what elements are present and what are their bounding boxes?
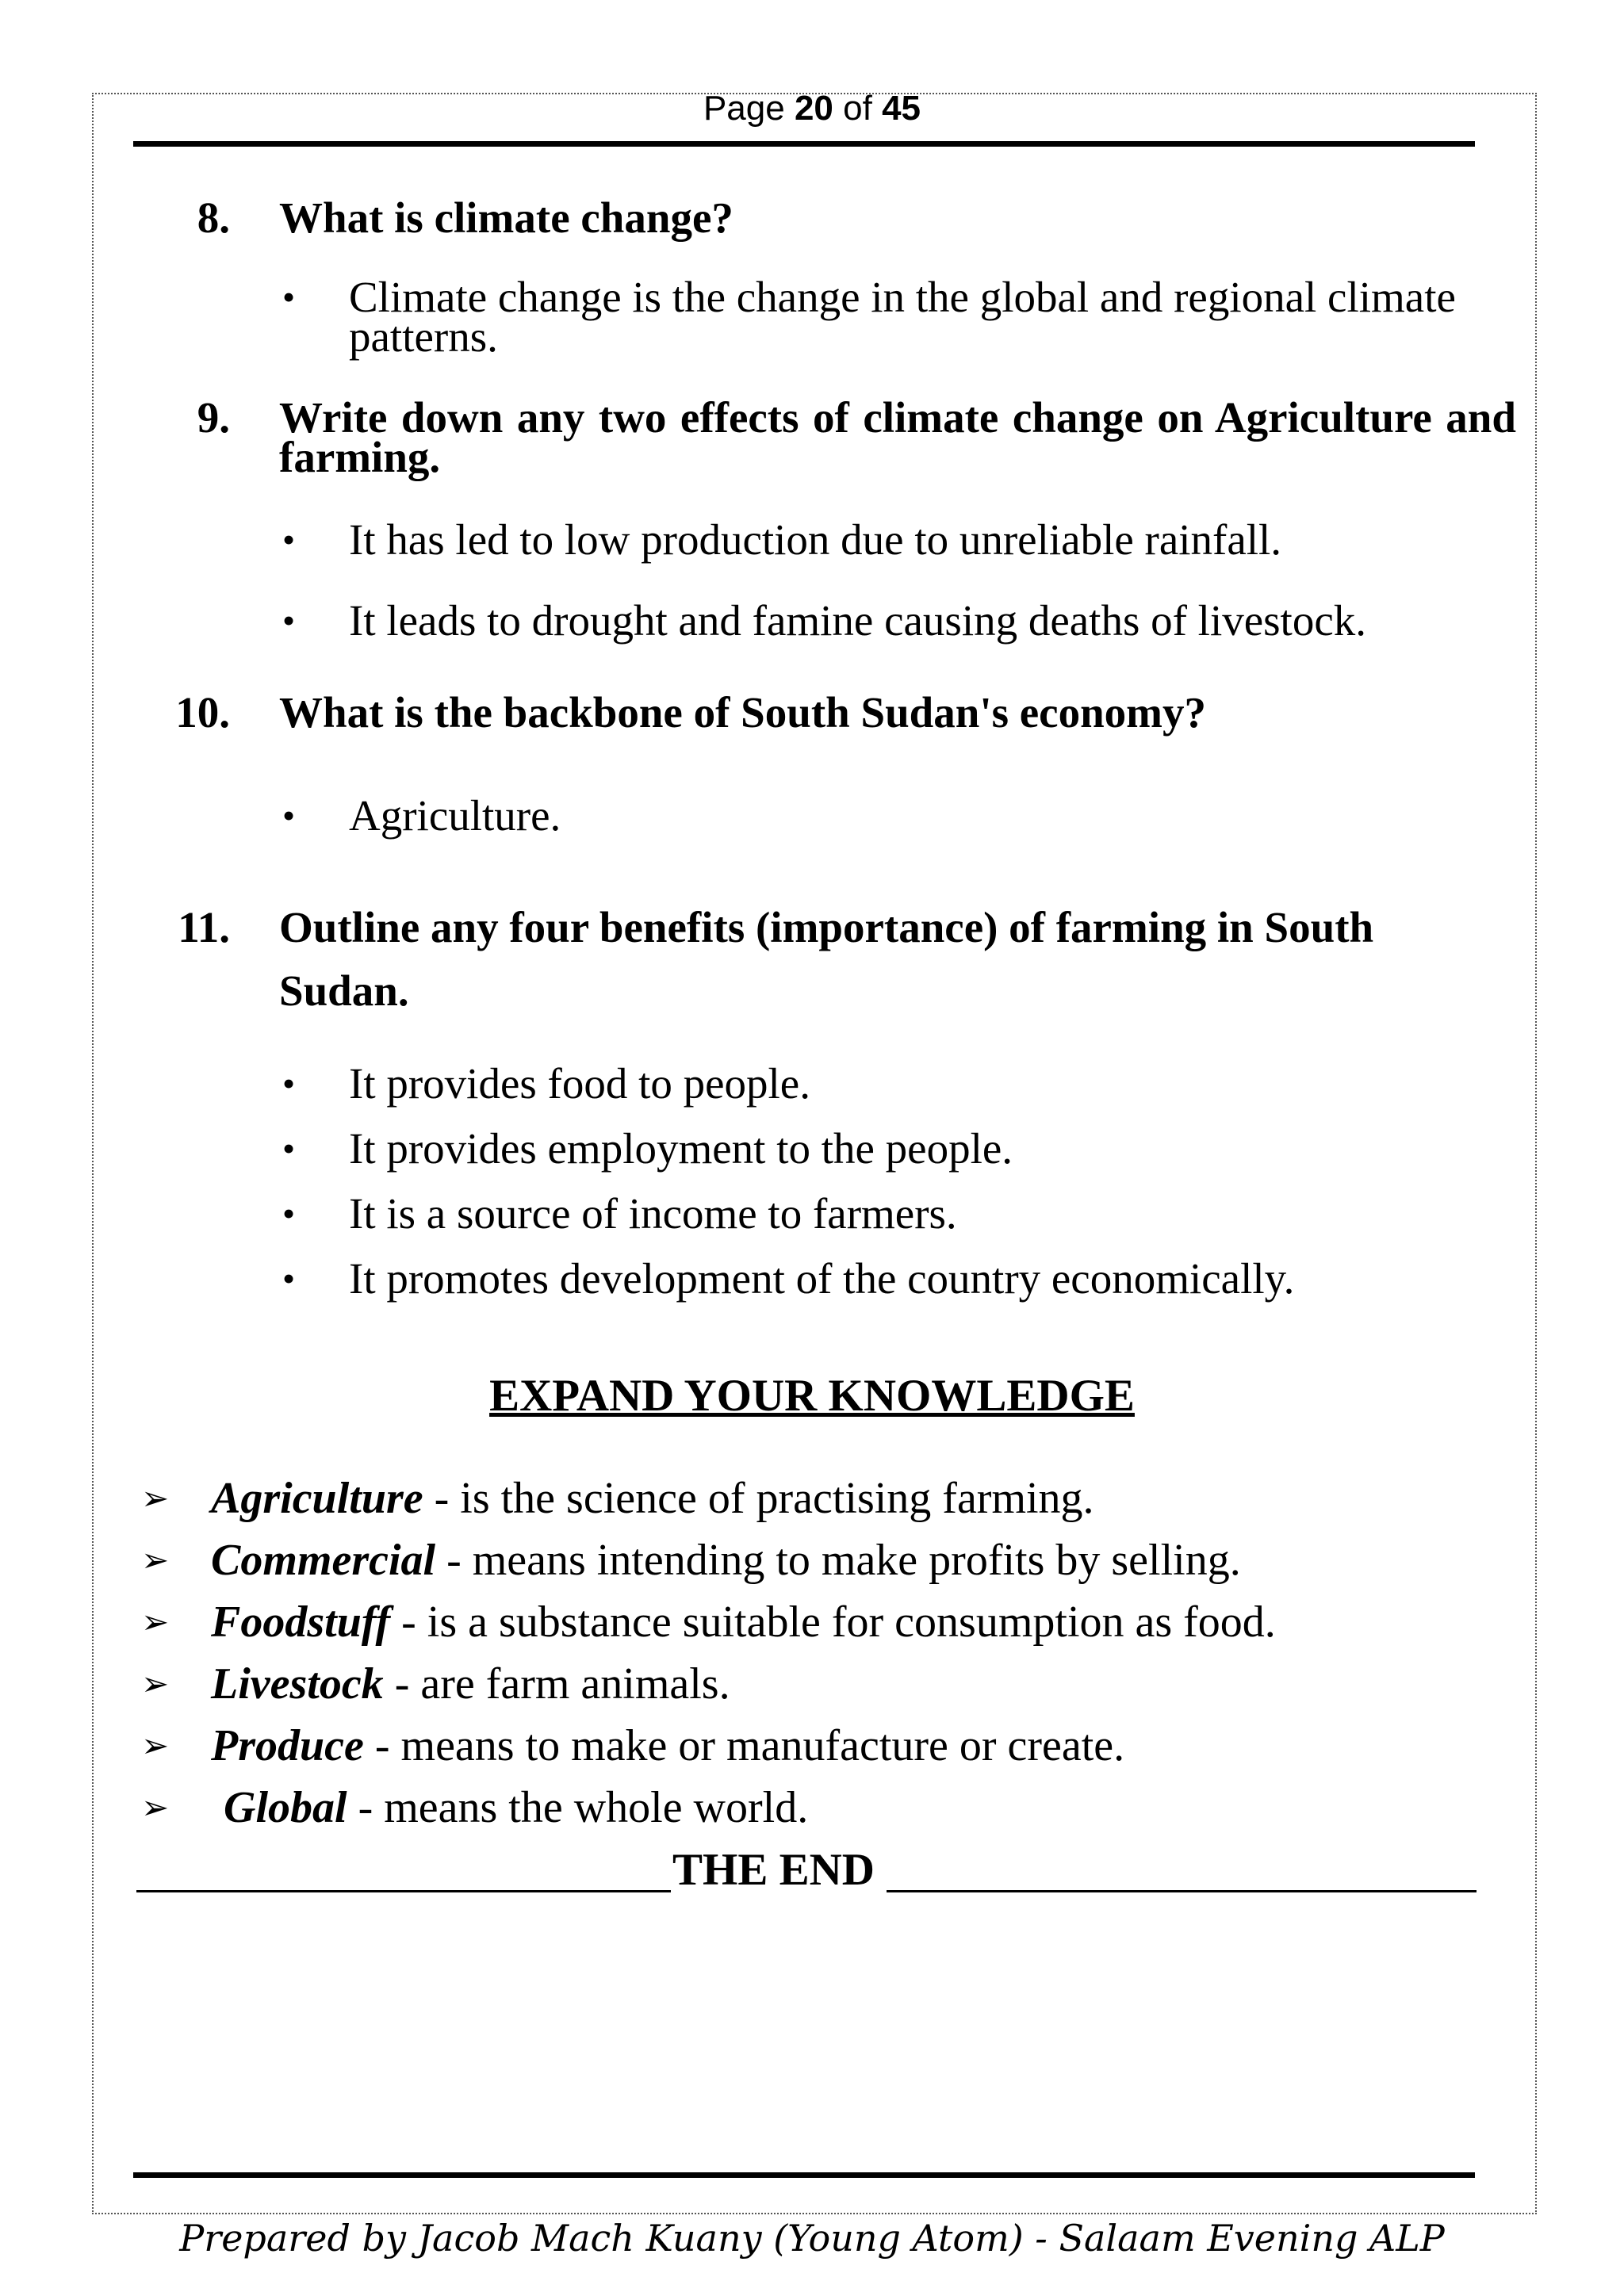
answer-text: It leads to drought and famine causing deaths of livestock. bbox=[349, 596, 1366, 645]
arrow-icon: ➢ bbox=[141, 1788, 170, 1827]
arrow-icon: ➢ bbox=[141, 1479, 170, 1517]
glossary-term: Livestock bbox=[211, 1659, 384, 1709]
page-current: 20 bbox=[794, 89, 833, 128]
end-rule-left bbox=[136, 1890, 671, 1892]
bullet-icon: • bbox=[282, 600, 296, 641]
footer-rule bbox=[133, 2172, 1475, 2178]
question-number: 8. bbox=[197, 193, 230, 242]
question-text: Write down any two effects of climate change on Agriculture and farming. bbox=[279, 393, 1516, 481]
bullet-icon: • bbox=[282, 277, 296, 317]
glossary-term: Foodstuff bbox=[211, 1598, 391, 1647]
arrow-icon: ➢ bbox=[141, 1726, 170, 1765]
answer-text: It has led to low production due to unreliable rainfall. bbox=[349, 515, 1282, 564]
glossary-term: Commercial bbox=[211, 1536, 436, 1585]
glossary-definition: - is the science of practising farming. bbox=[423, 1474, 1094, 1523]
answer-text: It is a source of income to farmers. bbox=[349, 1189, 957, 1238]
the-end-label: THE END bbox=[672, 1845, 875, 1895]
page-word: Page bbox=[703, 89, 785, 128]
page-of: of bbox=[843, 89, 872, 128]
glossary-definition: - means intending to make profits by selling. bbox=[435, 1536, 1241, 1585]
glossary-definition: - is a substance suitable for consumption as food. bbox=[390, 1598, 1276, 1647]
answer-text: It provides employment to the people. bbox=[349, 1124, 1013, 1173]
question-number: 10. bbox=[175, 688, 230, 737]
answer-text: It provides food to people. bbox=[349, 1059, 810, 1108]
glossary-definition: - means the whole world. bbox=[347, 1783, 809, 1832]
glossary-term: Global bbox=[224, 1783, 347, 1832]
bullet-icon: • bbox=[282, 1193, 296, 1234]
page-total: 45 bbox=[882, 89, 921, 128]
glossary-definition: - are farm animals. bbox=[383, 1659, 730, 1709]
question-text: What is climate change? bbox=[279, 193, 733, 242]
page-number bbox=[0, 89, 1624, 128]
bullet-icon: • bbox=[282, 519, 296, 560]
answer-text: Agriculture. bbox=[349, 791, 561, 840]
section-title: EXPAND YOUR KNOWLEDGE bbox=[489, 1371, 1135, 1421]
arrow-icon: ➢ bbox=[141, 1664, 170, 1703]
bullet-icon: • bbox=[282, 1258, 296, 1299]
question-number: 9. bbox=[197, 393, 230, 442]
arrow-icon: ➢ bbox=[141, 1602, 170, 1641]
answer-text: Climate change is the change in the global and regional climate patterns. bbox=[349, 273, 1456, 361]
glossary-term: Agriculture bbox=[211, 1474, 423, 1523]
arrow-icon: ➢ bbox=[141, 1540, 170, 1579]
the-end-line bbox=[136, 1844, 1477, 1900]
question-text: Outline any four benefits (importance) of farming in South Sudan. bbox=[279, 903, 1374, 1015]
bullet-icon: • bbox=[282, 1128, 296, 1169]
answer-text: It promotes development of the country economically. bbox=[349, 1254, 1295, 1303]
question-number: 11. bbox=[178, 903, 230, 951]
header-rule bbox=[133, 141, 1475, 147]
footer-credit: Prepared by Jacob Mach Kuany (Young Atom) - Salaam Evening ALP bbox=[179, 2217, 1445, 2260]
glossary-term: Produce bbox=[211, 1721, 364, 1770]
question-text: What is the backbone of South Sudan's economy? bbox=[279, 688, 1206, 737]
end-rule-right bbox=[887, 1890, 1477, 1892]
bullet-icon: • bbox=[282, 795, 296, 836]
glossary-definition: - means to make or manufacture or create. bbox=[363, 1721, 1125, 1770]
bullet-icon: • bbox=[282, 1063, 296, 1104]
